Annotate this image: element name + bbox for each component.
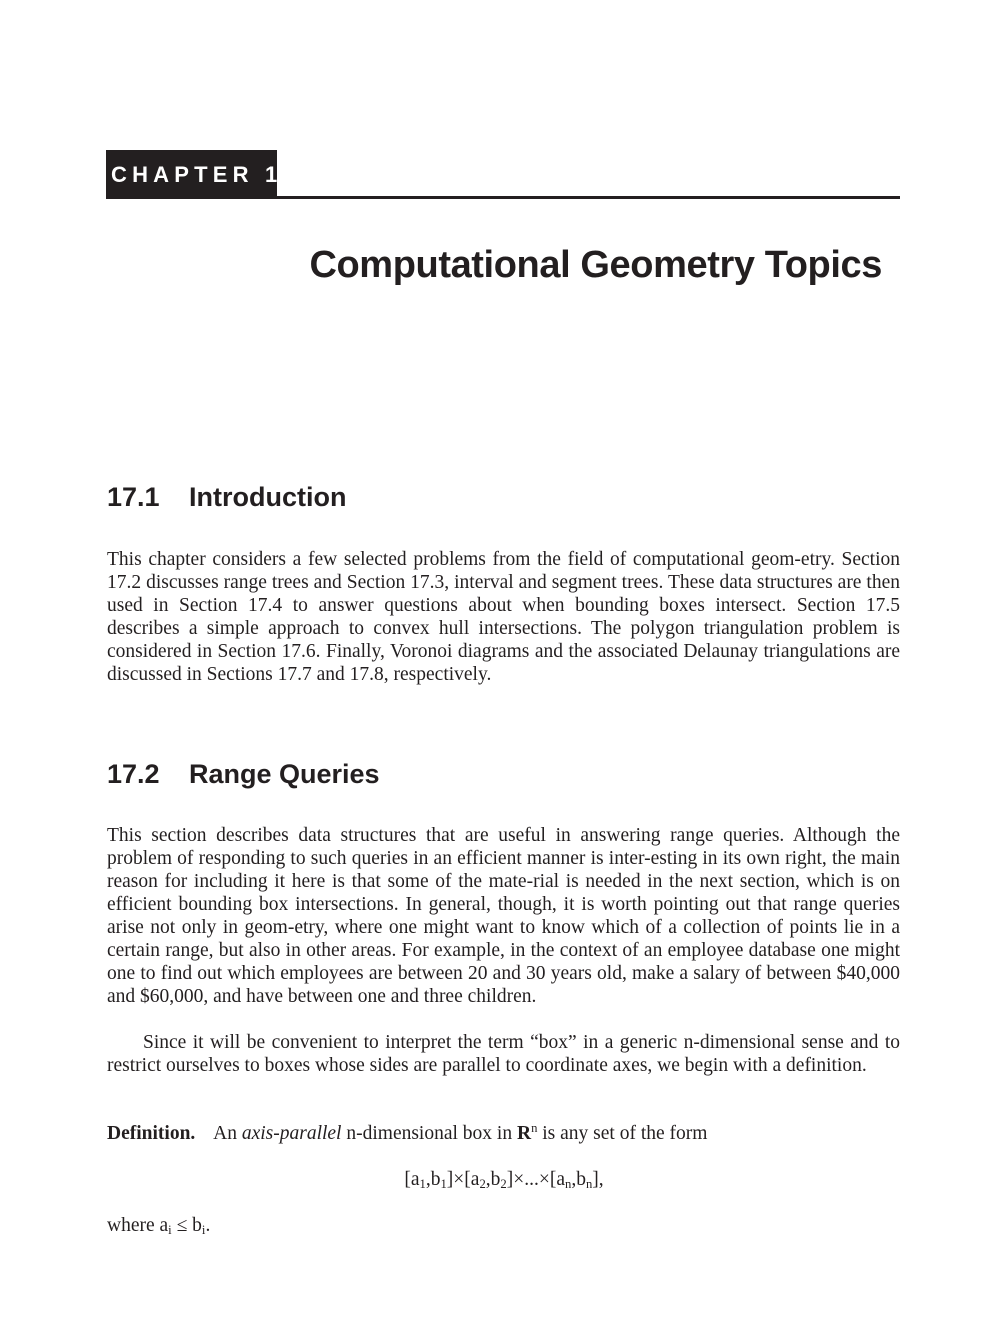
definition-statement: [107, 1122, 707, 1145]
definition-label: Definition.: [107, 1123, 196, 1144]
definition-term: axis-parallel: [241, 1123, 342, 1144]
definition-text: An: [213, 1123, 237, 1144]
section-number: 17.2: [107, 759, 160, 789]
range-queries-paragraph-2: Since it will be convenient to interpret the term “box” in a generic n-dimensional sense and to restrict ourselves to boxes whose sides are parallel to coordinate axes, we begin with a definition.: [107, 1032, 900, 1076]
introduction-paragraph: This chapter considers a few selected problems from the field of computational geom-etry. Section 17.2 discusses range trees and Section 17.3, interval and segment trees. These data structures are then used in Section 17.4 to answer questions about when bounding boxes intersect. Section 17.5 describes a simple approach to convex hull intersections. The polygon triangulation problem is considered in Section 17.6. Finally, Voronoi diagrams and the associated Delaunay triangulations are discussed in Sections 17.7 and 17.8, respectively.: [107, 549, 900, 685]
space-exponent: n: [531, 1121, 538, 1136]
chapter-title: Computational Geometry Topics: [309, 244, 882, 286]
section-title: Range Queries: [189, 759, 380, 789]
definition-condition: where $a_i \le b_i$.: [107, 1215, 211, 1238]
range-queries-paragraph: This section describes data structures that are useful in answering range queries. Although the problem of responding to such queries in an efficient manner is inter-esting in its own right, the main reason for including it here is that some of the mate-rial is needed in the next section, which is on efficient bounding box intersections. In general, though, it is worth pointing out that range queries arise not only in geom-etry, where one might want to know which of a collection of points lie in a certain range, but also in other areas. For example, in the context of an employee database one might one to find out which employees are between 20 and 30 years old, make a salary of between $40,000 and $60,000, and have between one and three children.: [107, 825, 900, 1007]
section-heading-introduction: [107, 482, 346, 513]
box-formula: $[a_1,b_1]\times[a_2,b_2]\times...\times[a_n,b_n]$,: [404, 1169, 604, 1192]
definition-text: n-dimensional box in: [346, 1123, 513, 1144]
space-symbol: R: [516, 1123, 532, 1144]
definition-text: is any set of the form: [542, 1123, 708, 1144]
section-heading-range-queries: [107, 759, 380, 790]
section-number: 17.1: [107, 482, 160, 512]
section-title: Introduction: [189, 482, 347, 512]
chapter-label: CHAPTER 17: [106, 150, 277, 199]
chapter-header: [106, 150, 900, 199]
chapter-rule: [277, 196, 900, 199]
